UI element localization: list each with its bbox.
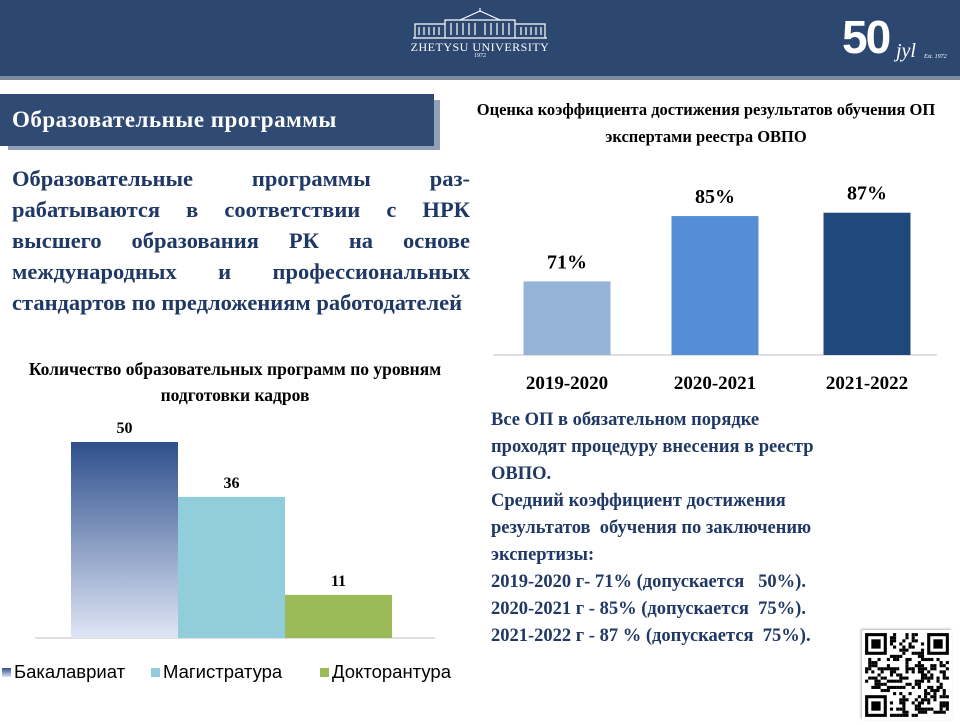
intro-paragraph: Образовательные программы раз-рабатываются в соответствии с НРК высшего образования РК на основе международных и профессиональных стандартов по предложениям работодателей	[12, 166, 470, 315]
tick-label: 2020-2021	[673, 373, 757, 394]
founded-year: 1972	[474, 53, 486, 59]
anniversary-number: 50	[842, 11, 890, 63]
programs-legend	[0, 660, 480, 684]
chart1-title: Оценка коэффициента достижения результатов обучения ОП экспертами реестра ОВПО	[476, 100, 936, 146]
data-label: 36	[223, 474, 240, 492]
header-banner	[0, 0, 960, 80]
bar-Докторантура	[285, 595, 392, 638]
note-line: проходят процедуру внесения в реестр	[491, 437, 814, 457]
tick-label: 2019-2020	[525, 373, 609, 394]
university-name: ZHETYSU UNIVERSITY	[410, 40, 550, 54]
legend-item-master: Магистратура	[151, 661, 282, 683]
section-title: Образовательные программы	[12, 107, 337, 132]
anniversary-word: jyl	[896, 40, 916, 62]
anniversary-logo	[838, 12, 948, 70]
note-line: 2021-2022 г - 87 % (допускается 75%).	[491, 626, 811, 646]
note-line: ОВПО.	[491, 464, 552, 484]
building-icon	[405, 8, 555, 40]
chart2-title: Количество образовательных программ по уровням подготовки кадров	[28, 359, 442, 405]
bar-2019-2020	[524, 281, 611, 355]
data-label: 50	[116, 420, 133, 437]
legend-item-doctoral: Докторантура	[320, 661, 451, 683]
tick-label: 2021-2022	[825, 373, 909, 394]
university-logo	[400, 8, 560, 70]
note-line: результатов обучения по заключению	[491, 518, 812, 538]
qr-code-icon[interactable]	[862, 630, 952, 720]
legend-swatch	[2, 668, 11, 677]
qr-code-graphic	[862, 630, 952, 720]
note-line: 2020-2021 г - 85% (допускается 75%).	[491, 599, 806, 619]
section-tab	[0, 94, 440, 150]
programs-chart	[0, 410, 470, 655]
data-label: 11	[330, 572, 347, 590]
legend-swatch	[151, 668, 160, 677]
achievement-chart	[475, 155, 945, 400]
bar-2021-2022	[824, 213, 911, 355]
bar-Магистратура	[178, 497, 285, 638]
anniversary-since: Est. 1972	[924, 54, 947, 60]
legend-item-bachelor: Бакалавриат	[2, 661, 125, 683]
note-line: 2019-2020 г- 71% (допускается 50%).	[491, 572, 806, 592]
note-line: экспертизы:	[491, 545, 595, 565]
notes-block	[491, 407, 921, 650]
data-label: 71%	[547, 251, 587, 274]
data-label: 85%	[695, 186, 735, 209]
bar-2020-2021	[672, 216, 759, 355]
note-line: Средний коэффициент достижения	[491, 491, 786, 511]
legend-swatch	[320, 668, 329, 677]
data-label: 87%	[847, 182, 887, 205]
bar-Бакалавриат	[71, 442, 178, 638]
note-line: Все ОП в обязательном порядке	[491, 410, 760, 430]
